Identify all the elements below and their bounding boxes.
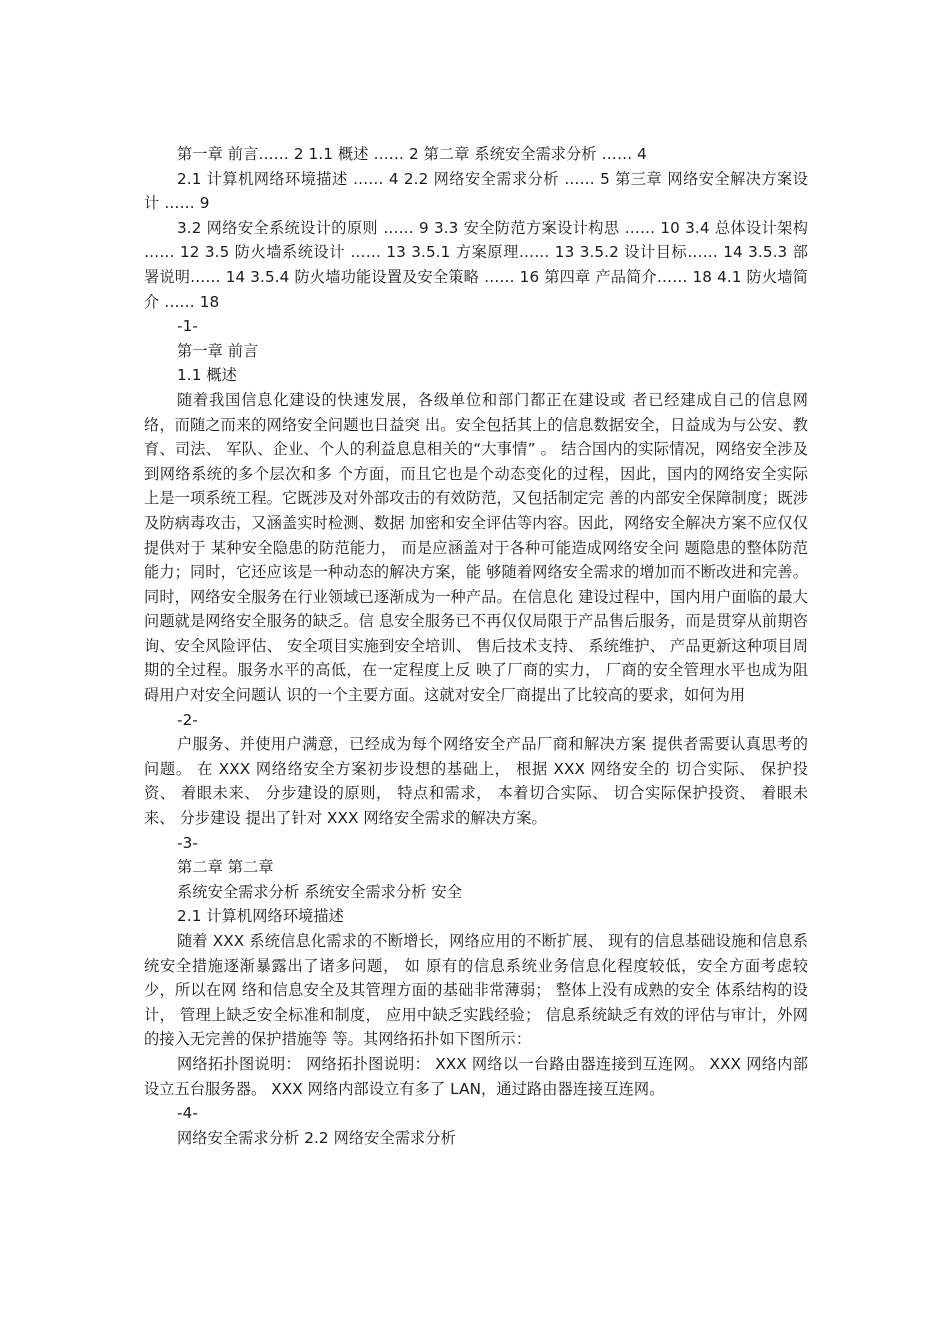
page-number: -3-	[177, 833, 198, 852]
body-paragraph: 户服务、并使用户满意，已经成为每个网络安全产品厂商和解决方案 提供者需要认真思考的问题。 在 XXX 网络络安全方案初步设想的基础上， 根据 XXX 网络安全的 切合实际、 保护投资、 着眼未来、 分步建设的原则， 特点和需求， 本着切合实际、 切合实际保护投资、 着眼未来、 分步建设 提出了针对 XXX 网络安全需求的解决方案。	[144, 735, 808, 828]
body-paragraph: 网络拓扑图说明： 网络拓扑图说明： XXX 网络以一台路由器连接到互连网。 XXX 网络内部设立五台服务器。 XXX 网络内部设立有多了 LAN，通过路由器连接互连网。	[144, 1054, 808, 1098]
body-paragraph: 随着我国信息化建设的快速发展，各级单位和部门都正在建设或 者已经建成自己的信息网络，而随之而来的网络安全问题也日益突 出。安全包括其上的信息数据安全，日益成为与公安、教育、司法、 军队、企业、个人的利益息息相关的“大事情” 。 结合国内的实际情况，网络安全涉及到网络系统的多个层次和多 个方面，而且它也是个动态变化的过程，因此，国内的网络安全实际 上是一项系统工程。它既涉及对外部攻击的有效防范，又包括制定完 善的内部安全保障制度；既涉及防病毒攻击，又涵盖实时检测、数据 加密和安全评估等内容。因此，网络安全解决方案不应仅仅提供对于 某种安全隐患的防范能力， 而是应涵盖对于各种可能造成网络安全问 题隐患的整体防范能力；同时，它还应该是一种动态的解决方案，能 够随着网络安全需求的增加而不断改进和完善。 同时，网络安全服务在行业领域已逐渐成为一种产品。在信息化 建设过程中，国内用户面临的最大问题就是网络安全服务的缺乏。信 息安全服务已不再仅仅局限于产品售后服务，而是贯穿从前期咨询、安全风险评估、 安全项目实施到安全培训、 售后技术支持、 系统维护、 产品更新这种项目周期的全过程。服务水平的高低，在一定程度上反 映了厂商的实力， 厂商的安全管理水平也成为阻碍用户对安全问题认 识的一个主要方面。这就对安全厂商提出了比较高的要求，如何为用	[144, 390, 808, 705]
section-title: 网络安全需求分析 2.2 网络安全需求分析	[177, 1128, 456, 1147]
section-title: 1.1 概述	[177, 366, 237, 385]
body-paragraph: 随着 XXX 系统信息化需求的不断增长，网络应用的不断扩展、 现有的信息基础设施和信息系统安全措施逐渐暴露出了诸多问题， 如 原有的信息系统业务信息化程度较低，安全方面考虑较少，所以在网 络和信息安全及其管理方面的基础非常薄弱； 整体上没有成熟的安全 体系结构的设计， 管理上缺乏安全标准和制度， 应用中缺乏实践经验； 信息系统缺乏有效的评估与审计，外网的接入无完善的保护措施等 等。其网络拓扑如下图所示：	[144, 932, 808, 1049]
chapter-title: 第二章 第二章	[177, 858, 274, 877]
page-number: -1-	[177, 317, 198, 336]
chapter-subtitle: 系统安全需求分析 系统安全需求分析 安全	[177, 882, 463, 901]
toc-line-3: 3.2 网络安全系统设计的原则 …… 9 3.3 安全防范方案设计构思 …… 10 3.4 总体设计架构 …… 12 3.5 防火墙系统设计 …… 13 3.5.1 方案原理…… 13 3.5.2 设计目标…… 14 3.5.3 部署说明…… 14 3.5.4 防火墙功能设置及安全策略 …… 16 第四章 产品简介…… 18 4.1 防火墙简介 …… 18	[144, 218, 808, 311]
page-number: -2-	[177, 710, 198, 729]
document-page	[144, 142, 808, 1150]
chapter-title: 第一章 前言	[177, 341, 259, 360]
page-number: -4-	[177, 1104, 198, 1123]
toc-line-1: 第一章 前言…… 2 1.1 概述 …… 2 第二章 系统安全需求分析 …… 4	[177, 145, 647, 163]
toc-line-2: 2.1 计算机网络环境描述 …… 4 2.2 网络安全需求分析 …… 5 第三章 网络安全解决方案设计 …… 9	[144, 169, 808, 213]
section-title: 2.1 计算机网络环境描述	[177, 907, 344, 926]
